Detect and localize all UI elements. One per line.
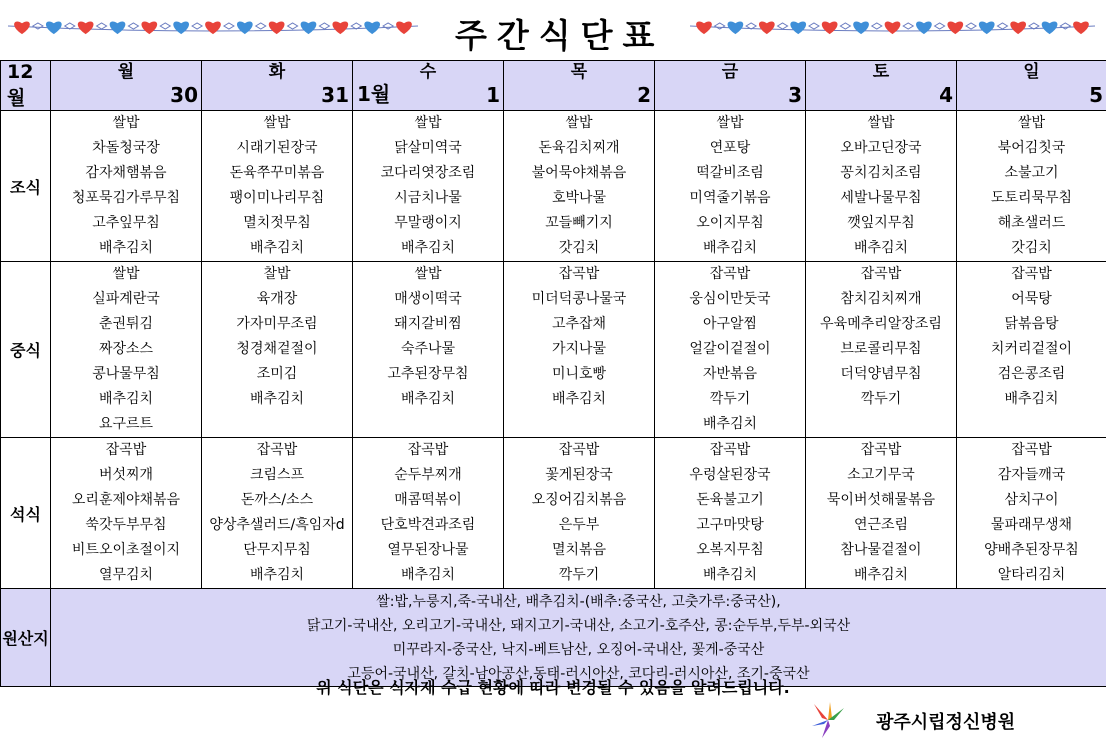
menu-item: 고추잎무침 [92, 215, 160, 231]
menu-item: 양상추샐러드/흑임자d [209, 517, 345, 533]
menu-item: 은두부 [558, 517, 600, 533]
menu-item: 깍두기 [860, 391, 902, 407]
day-header [957, 61, 1106, 111]
month-next: 1월 [357, 82, 391, 106]
origin-line: 미꾸라지-중국산, 낙지-베트남산, 오징어-국내산, 꽃게-중국산 [392, 641, 765, 658]
menu-item: 잡곡밥 [709, 442, 751, 458]
menu-item: 배추김치 [702, 567, 758, 583]
menu-item: 우렁살된장국 [689, 467, 771, 483]
menu-item: 닭살미역국 [394, 140, 462, 156]
menu-item: 가지나물 [551, 341, 607, 357]
day-date: 5 [1089, 83, 1103, 107]
menu-item: 배추김치 [702, 240, 758, 256]
menu-cell [655, 438, 806, 589]
menu-item: 돈육쭈꾸미볶음 [229, 165, 325, 181]
menu-item: 고추잡채 [551, 316, 607, 332]
menu-item: 어묵탕 [1011, 291, 1052, 307]
menu-item: 쌀밥 [565, 115, 593, 131]
menu-item: 비트오이초절이지 [71, 542, 181, 558]
day-date: 31 [321, 83, 349, 107]
menu-item: 오이지무침 [696, 215, 764, 231]
menu-cell [957, 438, 1106, 589]
menu-item: 열무된장나물 [387, 542, 469, 558]
menu-item: 양배추된장무침 [984, 542, 1079, 558]
menu-item: 매콤떡볶이 [394, 492, 462, 508]
menu-item: 돼지갈비찜 [394, 316, 462, 332]
menu-item: 떡갈비조림 [696, 165, 764, 181]
menu-item: 쌀밥 [414, 115, 442, 131]
menu-item: 오바고딘장국 [840, 140, 922, 156]
menu-item: 깻잎지무침 [847, 215, 915, 231]
menu-item: 고구마맛탕 [696, 517, 764, 533]
menu-item: 감자들깨국 [997, 467, 1066, 483]
menu-item: 쌀밥 [112, 115, 140, 131]
menu-cell [202, 438, 353, 589]
month-start: 12월 [7, 61, 34, 109]
menu-item: 잡곡밥 [709, 266, 751, 282]
menu-item: 짜장소스 [98, 341, 154, 357]
menu-item: 오복지무침 [696, 542, 764, 558]
menu-item: 쌀밥 [1017, 115, 1046, 131]
day-name: 월 [117, 62, 135, 82]
menu-item: 꽁치김치조림 [840, 165, 922, 181]
day-header [353, 61, 504, 111]
menu-item: 청포묵김가루무침 [71, 190, 181, 206]
origin-info [51, 589, 1106, 687]
menu-item: 감자채햄볶음 [85, 165, 167, 181]
menu-item: 브로콜리무침 [840, 341, 922, 357]
menu-item: 웅심이만둣국 [689, 291, 771, 307]
menu-item: 미더덕콩나물국 [531, 291, 627, 307]
menu-item: 팽이미나리무침 [229, 190, 325, 206]
menu-item: 아구알찜 [702, 316, 758, 332]
menu-item: 물파래무생채 [990, 517, 1073, 533]
menu-item: 잡곡밥 [558, 442, 600, 458]
menu-item: 오징어김치볶음 [531, 492, 627, 508]
day-name: 화 [268, 62, 286, 82]
menu-cell [51, 111, 202, 262]
menu-item: 더덕양념무침 [840, 366, 922, 382]
menu-item: 닭볶음탕 [1004, 316, 1059, 332]
menu-cell [957, 111, 1106, 262]
day-date: 30 [170, 83, 198, 107]
menu-item: 춘권튀김 [98, 316, 154, 332]
menu-item: 배추김치 [400, 567, 456, 583]
menu-cell [353, 438, 504, 589]
notice-text: 위 식단은 식자재 수급 현황에 따라 변경될 수 있음을 알려드립니다. [316, 678, 790, 697]
menu-cell [504, 111, 655, 262]
menu-item: 세발나물무침 [840, 190, 922, 206]
menu-item: 불어묵야채볶음 [531, 165, 627, 181]
menu-item: 숙주나물 [400, 341, 456, 357]
menu-item: 묵이버섯해물볶음 [826, 492, 936, 508]
menu-item: 소불고기 [1004, 165, 1059, 181]
menu-item: 조미김 [256, 366, 298, 382]
menu-item: 치커리겉절이 [990, 341, 1073, 357]
menu-item: 얼갈이겉절이 [689, 341, 771, 357]
title-bar [0, 0, 1106, 60]
menu-item: 쌀밥 [716, 115, 744, 131]
menu-cell [353, 111, 504, 262]
menu-item: 잡곡밥 [1011, 442, 1052, 458]
menu-item: 쌀밥 [867, 115, 895, 131]
menu-item: 잡곡밥 [256, 442, 298, 458]
menu-item: 돈육불고기 [696, 492, 764, 508]
menu-item: 무말랭이지 [394, 215, 462, 231]
menu-cell [806, 111, 957, 262]
menu-item: 크림스프 [249, 467, 305, 483]
menu-item: 돈까스/소스 [240, 492, 314, 508]
menu-item: 우육메추리알장조림 [820, 316, 942, 332]
menu-item: 도토리묵무침 [990, 190, 1073, 206]
day-header [504, 61, 655, 111]
day-name: 일 [1023, 62, 1040, 82]
menu-item: 실파계란국 [92, 291, 160, 307]
menu-item: 시금치나물 [394, 190, 462, 206]
menu-item: 배추김치 [1004, 391, 1059, 407]
day-header [806, 61, 957, 111]
day-date: 1 [486, 83, 500, 107]
menu-item: 깍두기 [558, 567, 600, 583]
menu-item: 차돌청국장 [92, 140, 160, 156]
menu-item: 배추김치 [98, 240, 154, 256]
menu-item: 연근조림 [853, 517, 909, 533]
heart-garland-right-icon [690, 12, 1095, 40]
menu-item: 잡곡밥 [105, 442, 147, 458]
menu-item: 요구르트 [98, 416, 154, 432]
menu-item: 열무김치 [98, 567, 154, 583]
menu-item: 꽃게된장국 [545, 467, 613, 483]
menu-cell [51, 438, 202, 589]
menu-item: 찰밥 [263, 266, 291, 282]
menu-item: 해초샐러드 [997, 215, 1066, 231]
meal-label: 중식 [1, 262, 51, 438]
menu-cell [202, 262, 353, 438]
menu-item: 배추김치 [98, 391, 154, 407]
menu-item: 배추김치 [853, 567, 909, 583]
meal-label: 석식 [1, 438, 51, 589]
menu-cell [806, 262, 957, 438]
menu-item: 배추김치 [249, 391, 305, 407]
day-date: 3 [788, 83, 802, 107]
menu-item: 검은콩조림 [997, 366, 1066, 382]
menu-item: 고추된장무침 [387, 366, 469, 382]
menu-item: 잡곡밥 [1011, 266, 1052, 282]
menu-item: 육개장 [256, 291, 298, 307]
menu-item: 자반볶음 [702, 366, 758, 382]
origin-line: 닭고기-국내산, 오리고기-국내산, 돼지고기-국내산, 소고기-호주산, 콩:순두부,두부-외국산 [306, 617, 851, 634]
weekly-menu-table [0, 60, 1106, 687]
menu-item: 배추김치 [249, 240, 305, 256]
day-date: 2 [637, 83, 651, 107]
menu-item: 배추김치 [853, 240, 909, 256]
menu-item: 가자미무조림 [236, 316, 318, 332]
menu-item: 연포탕 [709, 140, 751, 156]
menu-item: 잡곡밥 [558, 266, 600, 282]
month-label [1, 61, 51, 111]
menu-cell [655, 262, 806, 438]
day-name: 수 [419, 62, 437, 82]
menu-item: 쌀밥 [112, 266, 140, 282]
menu-item: 꼬들빼기지 [545, 215, 613, 231]
menu-item: 북어김칫국 [997, 140, 1066, 156]
menu-item: 멸치볶음 [551, 542, 607, 558]
meal-label: 조식 [1, 111, 51, 262]
menu-item: 갓김치 [1011, 240, 1052, 256]
menu-cell [957, 262, 1106, 438]
menu-item: 참나물겉절이 [840, 542, 922, 558]
day-name: 목 [570, 62, 588, 82]
menu-item: 청경채겉절이 [236, 341, 318, 357]
page-title: 주간식단표 [455, 16, 665, 55]
menu-item: 배추김치 [400, 391, 456, 407]
menu-item: 단호박견과조림 [380, 517, 476, 533]
menu-item: 갓김치 [558, 240, 600, 256]
day-date: 4 [939, 83, 953, 107]
menu-item: 쑥갓두부무침 [85, 517, 167, 533]
day-header [202, 61, 353, 111]
menu-item: 쌀밥 [414, 266, 442, 282]
menu-item: 잡곡밥 [860, 442, 902, 458]
menu-item: 미니호빵 [551, 366, 607, 382]
menu-item: 시래기된장국 [236, 140, 318, 156]
origin-line: 고등어-국내산, 갈치-남아공산,동태-러시아산, 코다리-러시아산, 조기-중국산 [347, 665, 810, 682]
day-name: 토 [872, 62, 890, 82]
origin-label: 원산지 [1, 589, 51, 687]
menu-item: 배추김치 [551, 391, 607, 407]
menu-item: 잡곡밥 [860, 266, 902, 282]
menu-item: 배추김치 [702, 416, 758, 432]
hospital-logo-icon [808, 700, 848, 740]
day-header [51, 61, 202, 111]
hospital-footer [808, 700, 1068, 740]
menu-item: 삼치구이 [1004, 492, 1059, 508]
menu-cell [806, 438, 957, 589]
menu-cell [51, 262, 202, 438]
menu-cell [504, 438, 655, 589]
menu-item: 매생이떡국 [394, 291, 462, 307]
menu-item: 미역줄기볶음 [689, 190, 771, 206]
menu-item: 오리훈제야채볶음 [71, 492, 181, 508]
origin-line: 쌀:밥,누룽지,죽-국내산, 배추김치-(배추:중국산, 고춧가루:중국산), [376, 593, 781, 610]
menu-item: 콩나물무침 [92, 366, 160, 382]
day-name: 금 [721, 62, 739, 82]
menu-item: 알타리김치 [997, 567, 1066, 583]
heart-garland-left-icon [8, 12, 418, 40]
hospital-name: 광주시립정신병원 [876, 712, 1016, 733]
menu-cell [202, 111, 353, 262]
day-header [655, 61, 806, 111]
menu-item: 호박나물 [551, 190, 607, 206]
menu-item: 단무지무침 [243, 542, 311, 558]
menu-item: 소고기무국 [847, 467, 915, 483]
menu-item: 쌀밥 [263, 115, 291, 131]
menu-cell [655, 111, 806, 262]
menu-item: 코다리엿장조림 [380, 165, 476, 181]
menu-cell [504, 262, 655, 438]
menu-item: 돈육김치찌개 [538, 140, 620, 156]
menu-item: 순두부찌개 [394, 467, 462, 483]
menu-cell [353, 262, 504, 438]
menu-item: 멸치젓무침 [243, 215, 311, 231]
menu-item: 참치김치찌개 [840, 291, 922, 307]
menu-item: 잡곡밥 [407, 442, 449, 458]
menu-item: 깍두기 [709, 391, 751, 407]
menu-item: 배추김치 [400, 240, 456, 256]
menu-item: 버섯찌개 [98, 467, 154, 483]
menu-item: 배추김치 [249, 567, 305, 583]
